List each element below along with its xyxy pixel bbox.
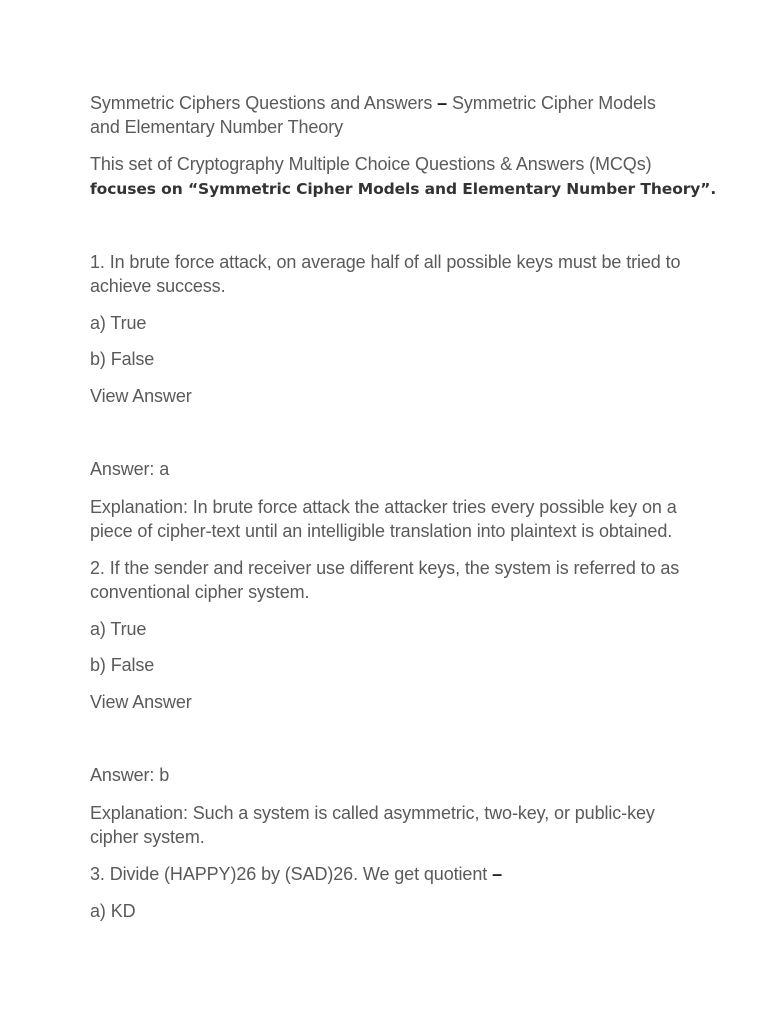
question-1-explanation-line-1: Explanation: In brute force attack the attacker tries every possible key on a: [90, 497, 677, 517]
doc-title-line-1: [90, 91, 690, 115]
doc-title-dash: –: [437, 93, 448, 113]
question-3-option-a[interactable]: a) KD: [90, 901, 136, 921]
question-2-explanation-line-2: cipher system.: [90, 827, 205, 847]
question-2-explanation-line-1: Explanation: Such a system is called asymmetric, two-key, or public-key: [90, 803, 655, 823]
question-2-line-1: 2. If the sender and receiver use different keys, the system is referred to as: [90, 558, 680, 578]
question-3-dash: –: [492, 864, 502, 884]
question-2-option-b[interactable]: b) False: [90, 655, 155, 675]
question-2-answer: Answer: b: [90, 765, 170, 785]
question-3-line-1: [90, 862, 690, 886]
question-3-text: 3. Divide (HAPPY)26 by (SAD)26. We get quotient: [90, 864, 493, 884]
question-1-option-b[interactable]: b) False: [90, 349, 155, 369]
question-1-explanation-line-2: piece of cipher-text until an intelligible translation into plaintext is obtained.: [90, 521, 673, 541]
question-2-view-answer[interactable]: View Answer: [90, 692, 192, 712]
doc-title-line-2: and Elementary Number Theory: [90, 117, 343, 137]
doc-title-part-b: Symmetric Cipher Models: [447, 93, 656, 113]
question-2-line-2: conventional cipher system.: [90, 582, 310, 602]
question-2-option-a[interactable]: a) True: [90, 619, 147, 639]
question-1-view-answer[interactable]: View Answer: [90, 386, 192, 406]
question-1-option-a[interactable]: a) True: [90, 313, 147, 333]
intro-line-1: This set of Cryptography Multiple Choice Questions & Answers (MCQs): [90, 154, 652, 174]
question-1-answer: Answer: a: [90, 459, 170, 479]
question-1-line-2: achieve success.: [90, 276, 226, 296]
question-1-line-1: 1. In brute force attack, on average half of all possible keys must be tried to: [90, 252, 681, 272]
intro-line-2: focuses on “Symmetric Cipher Models and Elementary Number Theory”.: [90, 180, 717, 198]
doc-title-part-a: Symmetric Ciphers Questions and Answers: [90, 93, 438, 113]
